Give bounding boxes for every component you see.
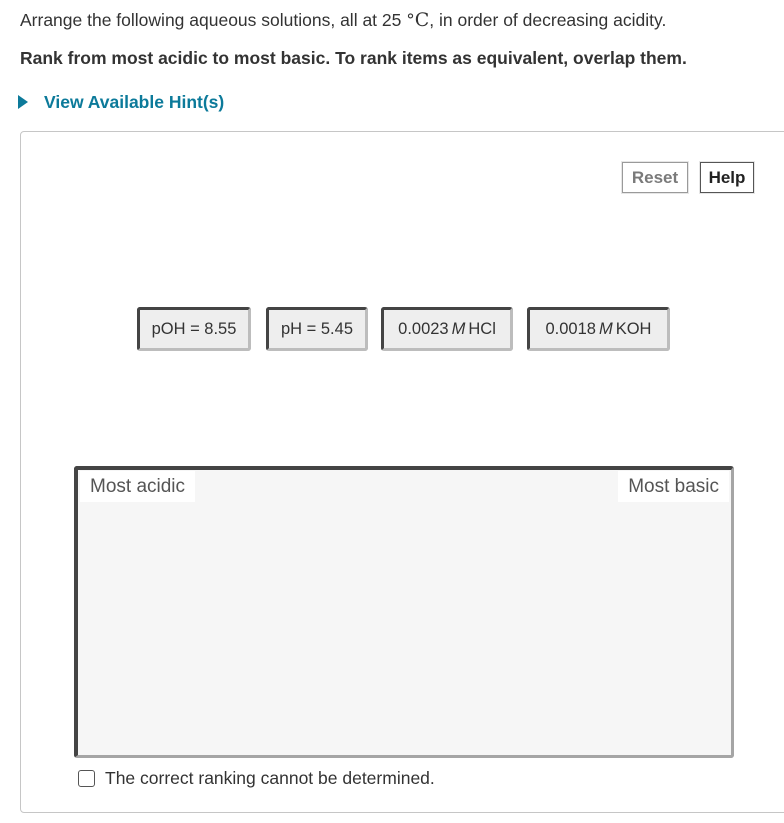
cannot-determine-option[interactable] bbox=[78, 767, 435, 789]
rank-item-molar-unit: M bbox=[598, 319, 613, 338]
rank-item-koh[interactable] bbox=[527, 307, 670, 351]
rank-item-text: pOH = 8.55 bbox=[151, 319, 237, 338]
rank-item-value: 0.0018 bbox=[545, 319, 596, 338]
question-text-before: Arrange the following aqueous solutions, all at 25 bbox=[20, 10, 407, 30]
question-text bbox=[20, 9, 666, 32]
rank-item-compound: KOH bbox=[615, 319, 652, 338]
rank-item-text: pH = 5.45 bbox=[280, 319, 353, 338]
caret-right-icon bbox=[18, 95, 28, 109]
view-hints-link[interactable] bbox=[18, 90, 224, 114]
rank-item-poh[interactable] bbox=[137, 307, 251, 351]
cannot-determine-label: The correct ranking cannot be determined. bbox=[105, 767, 435, 788]
rank-item-molar-unit: M bbox=[451, 319, 466, 338]
question-instruction: Rank from most acidic to most basic. To rank items as equivalent, overlap them. bbox=[20, 48, 687, 68]
reset-button[interactable]: Reset bbox=[622, 162, 688, 193]
cannot-determine-checkbox[interactable] bbox=[78, 770, 95, 787]
help-button[interactable]: Help bbox=[700, 162, 754, 193]
most-basic-label: Most basic bbox=[618, 471, 729, 502]
temperature-unit: C bbox=[414, 9, 430, 31]
most-acidic-label: Most acidic bbox=[80, 471, 195, 502]
rank-item-value: 0.0023 bbox=[398, 319, 449, 338]
rank-item-ph[interactable] bbox=[266, 307, 368, 351]
degree-symbol: ° bbox=[406, 11, 415, 31]
rank-item-hcl[interactable] bbox=[381, 307, 513, 351]
view-hints-label: View Available Hint(s) bbox=[44, 91, 225, 112]
rank-item-compound: HCl bbox=[468, 319, 496, 338]
question-text-after: , in order of decreasing acidity. bbox=[429, 10, 667, 30]
ranking-dropzone[interactable] bbox=[74, 466, 734, 758]
